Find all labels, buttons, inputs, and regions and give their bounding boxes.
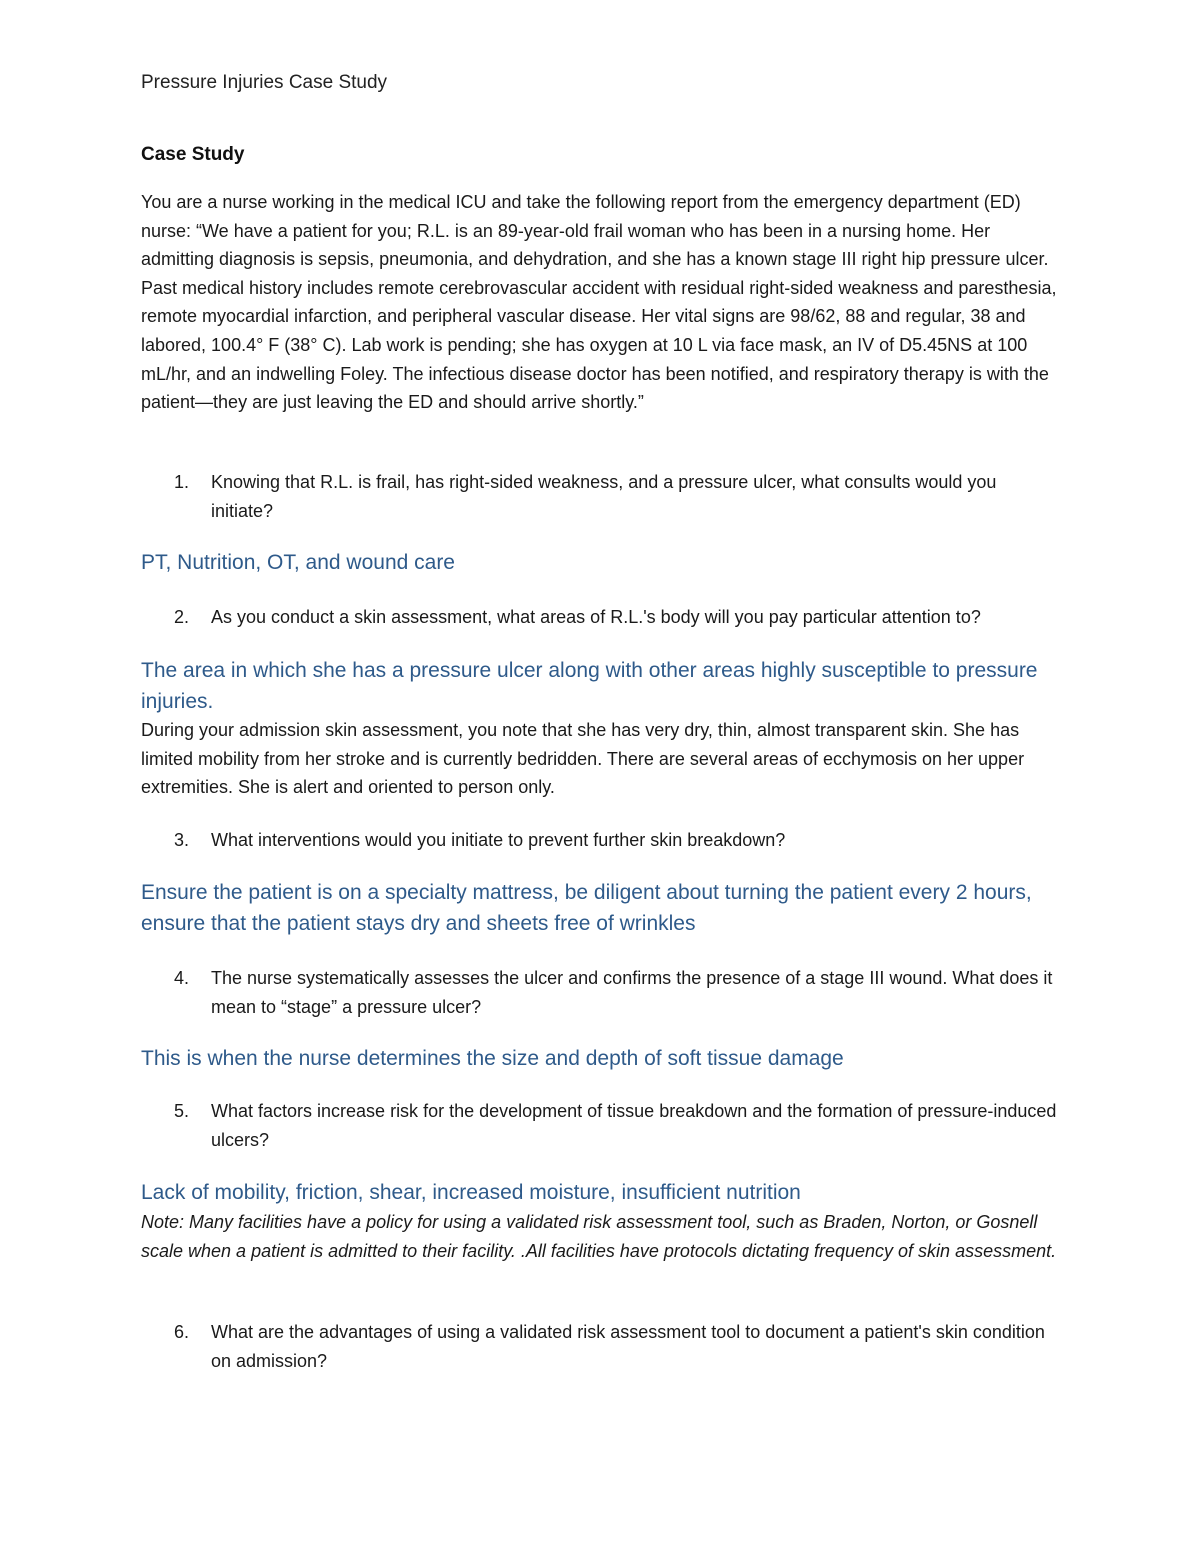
- question-5: [141, 1097, 1061, 1154]
- intro-paragraph: You are a nurse working in the medical ICU and take the following report from the emergency department (ED) nurse: “We have a patient for you; R.L. is an 89-year-old frail woman who has been in a nursing home. Her admitting diagnosis is sepsis, pneumonia, and dehydration, and she has a known stage III right hip pressure ulcer. Past medical history includes remote cerebrovascular accident with residual right-sided weakness and paresthesia, remote myocardial infarction, and peripheral vascular disease. Her vital signs are 98/62, 88 and regular, 38 and labored, 100.4° F (38° C). Lab work is pending; she has oxygen at 10 L via face mask, an IV of D5.45NS at 100 mL/hr, and an indwelling Foley. The infectious disease doctor has been notified, and respiratory therapy is with the patient—they are just leaving the ED and should arrive shortly.”: [141, 192, 1057, 413]
- page-header: Pressure Injuries Case Study: [141, 72, 388, 93]
- question-4: [141, 964, 1061, 1021]
- question-text: Knowing that R.L. is frail, has right-sided weakness, and a pressure ulcer, what consults would you initiate?: [211, 472, 997, 521]
- answer-2: The area in which she has a pressure ulcer along with other areas highly susceptible to pressure injuries.: [141, 659, 1038, 713]
- answer-3: Ensure the patient is on a specialty mattress, be diligent about turning the patient every 2 hours, ensure that the patient stays dry and sheets free of wrinkles: [141, 881, 1032, 935]
- question-number: 6.: [174, 1322, 190, 1342]
- question-3: [141, 826, 1061, 855]
- question-text: What are the advantages of using a validated risk assessment tool to document a patient's skin condition on admission?: [211, 1322, 1045, 1371]
- question-text: What factors increase risk for the development of tissue breakdown and the formation of pressure-induced ulcers?: [211, 1101, 1057, 1150]
- question-number: 5.: [174, 1101, 190, 1121]
- question-number: 3.: [174, 830, 190, 850]
- question-number: 2.: [174, 607, 190, 627]
- answer-5: Lack of mobility, friction, shear, increased moisture, insufficient nutrition: [141, 1181, 801, 1204]
- question-text: What interventions would you initiate to prevent further skin breakdown?: [211, 830, 786, 850]
- question-text: The nurse systematically assesses the ulcer and confirms the presence of a stage III wound. What does it mean to “stage” a pressure ulcer?: [211, 968, 1053, 1017]
- answer-1: PT, Nutrition, OT, and wound care: [141, 551, 455, 574]
- question-6: [141, 1318, 1061, 1375]
- question-text: As you conduct a skin assessment, what areas of R.L.'s body will you pay particular attention to?: [211, 607, 981, 627]
- question-number: 4.: [174, 968, 190, 988]
- answer-4: This is when the nurse determines the size and depth of soft tissue damage: [141, 1047, 844, 1070]
- question-number: 1.: [174, 472, 190, 492]
- assessment-paragraph: During your admission skin assessment, you note that she has very dry, thin, almost transparent skin. She has limited mobility from her stroke and is currently bedridden. There are several areas of ecchymosis on her upper extremities. She is alert and oriented to person only.: [141, 720, 1025, 798]
- section-title: Case Study: [141, 144, 245, 165]
- question-1: [141, 468, 1061, 525]
- question-2: [141, 603, 1061, 632]
- note-paragraph: Note: Many facilities have a policy for using a validated risk assessment tool, such as Braden, Norton, or Gosnell scale when a patient is admitted to their facility. .All facilities have protocols dictating frequency of skin assessment.: [141, 1212, 1057, 1261]
